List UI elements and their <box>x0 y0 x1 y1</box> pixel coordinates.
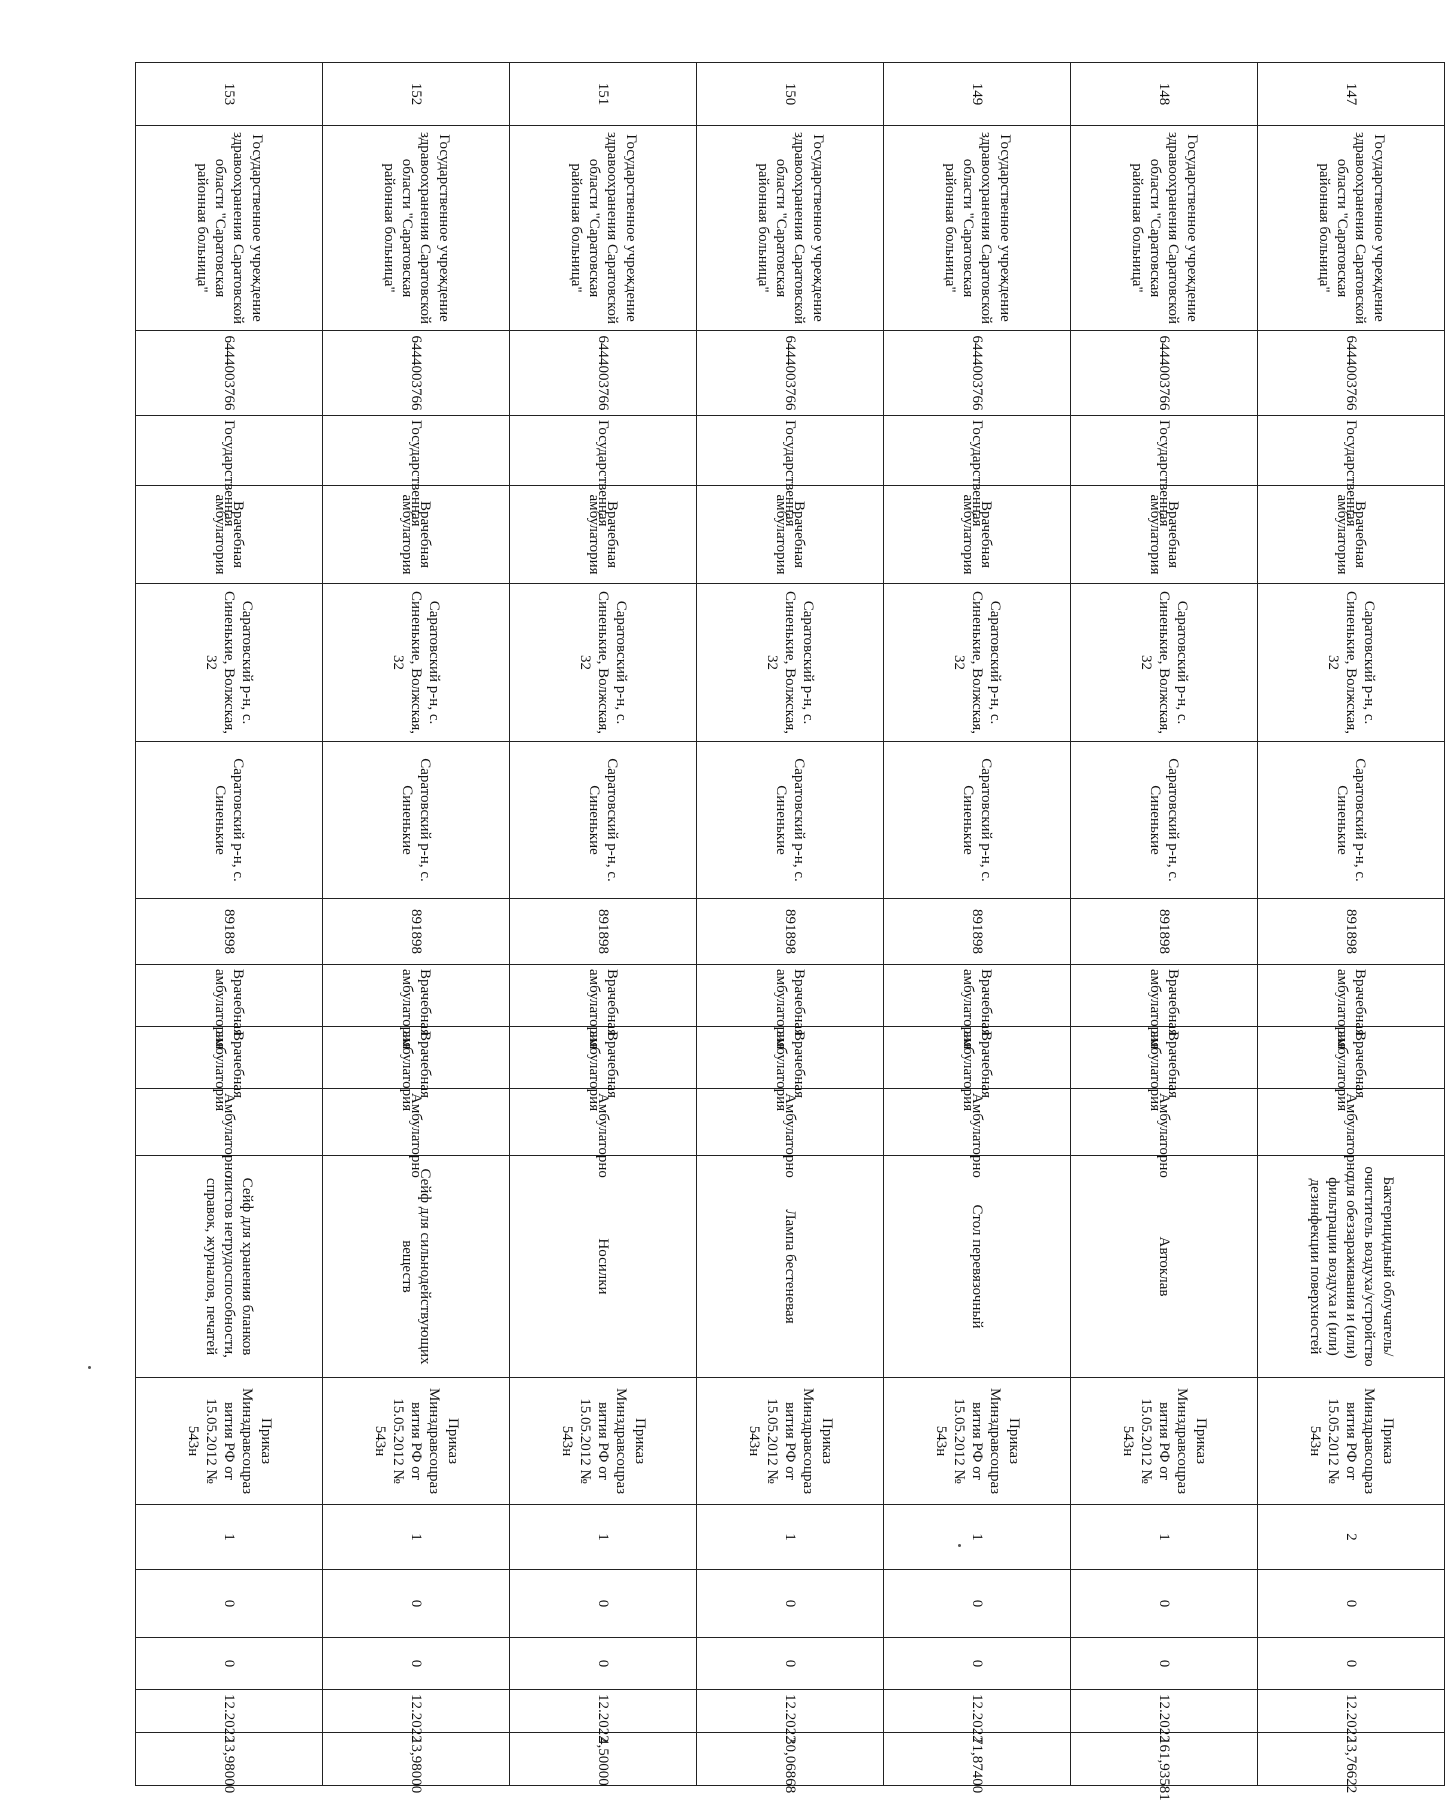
cell-quantity: 1 <box>697 1505 884 1570</box>
cell-cost: 161,93581 <box>1071 1733 1258 1786</box>
cell-order: Приказ Минздравсоцраз вития РФ от 15.05.2012 № 543н <box>884 1378 1071 1505</box>
equipment-register-table <box>135 62 1445 1801</box>
cell-value-2: 0 <box>136 1638 323 1690</box>
cell-code: 891898 <box>884 899 1071 965</box>
cell-unit: Врачебная амбулатория <box>884 486 1071 584</box>
cell-inn: 6444003766 <box>323 331 510 416</box>
cell-value-1: 0 <box>510 1570 697 1638</box>
cell-unit: Врачебная амбулатория <box>136 486 323 584</box>
cell-cost: 30,06868 <box>697 1733 884 1786</box>
cell-value-1: 0 <box>323 1570 510 1638</box>
cell-code: 891898 <box>1071 899 1258 965</box>
cell-date: 12.2022 <box>136 1690 323 1733</box>
cell-number: 153 <box>136 63 323 126</box>
cell-number: 151 <box>510 63 697 126</box>
cell-locality: Саратовский р-н, с. Синенькие <box>697 742 884 899</box>
cell-department: Врачебная амбулатория <box>697 965 884 1027</box>
table-row <box>1258 63 1445 1786</box>
cell-care-type: Амбулаторно <box>1071 1089 1258 1156</box>
cell-quantity: 1 <box>510 1505 697 1570</box>
cell-department: Врачебная амбулатория <box>323 965 510 1027</box>
cell-value-2: 0 <box>1071 1638 1258 1690</box>
scan-speck <box>958 1544 961 1547</box>
cell-quantity: 1 <box>1071 1505 1258 1570</box>
cell-organization: Государственное учреждение здравоохранения Саратовской области "Саратовская районная больница" <box>697 126 884 331</box>
cell-equipment: Сейф для хранения бланков листов нетрудоспособности, справок, журналов, печатей <box>136 1156 323 1378</box>
cell-ownership: Государственная <box>510 416 697 486</box>
cell-value-2: 0 <box>323 1638 510 1690</box>
cell-number: 148 <box>1071 63 1258 126</box>
cell-subdepartment: Врачебная амбулатория <box>323 1027 510 1089</box>
cell-value-1: 0 <box>1258 1570 1445 1638</box>
cell-number: 152 <box>323 63 510 126</box>
cell-equipment: Автоклав <box>1071 1156 1258 1378</box>
cell-locality: Саратовский р-н, с. Синенькие <box>884 742 1071 899</box>
scan-speck <box>88 1366 91 1369</box>
cell-value-2: 0 <box>697 1638 884 1690</box>
cell-value-2: 0 <box>1258 1638 1445 1690</box>
cell-subdepartment: Врачебная амбулатория <box>884 1027 1071 1089</box>
cell-subdepartment: Врачебная амбулатория <box>1071 1027 1258 1089</box>
cell-value-1: 0 <box>136 1570 323 1638</box>
cell-date: 12.2022 <box>884 1690 1071 1733</box>
cell-ownership: Государственная <box>1258 416 1445 486</box>
cell-address: Саратовский р-н, с. Синенькие, Волжская, 32 <box>136 584 323 742</box>
cell-date: 12.2022 <box>323 1690 510 1733</box>
cell-value-1: 0 <box>884 1570 1071 1638</box>
cell-code: 891898 <box>136 899 323 965</box>
cell-equipment: Стол перевязочный <box>884 1156 1071 1378</box>
cell-unit: Врачебная амбулатория <box>323 486 510 584</box>
cell-address: Саратовский р-н, с. Синенькие, Волжская, 32 <box>1258 584 1445 742</box>
cell-date: 12.2022 <box>1258 1690 1445 1733</box>
cell-equipment: Лампа бестеневая <box>697 1156 884 1378</box>
cell-care-type: Амбулаторно <box>136 1089 323 1156</box>
cell-value-1: 0 <box>697 1570 884 1638</box>
cell-date: 12.2022 <box>697 1690 884 1733</box>
cell-address: Саратовский р-н, с. Синенькие, Волжская, 32 <box>697 584 884 742</box>
cell-locality: Саратовский р-н, с. Синенькие <box>1258 742 1445 899</box>
cell-order: Приказ Минздравсоцраз вития РФ от 15.05.2012 № 543н <box>1071 1378 1258 1505</box>
cell-date: 12.2022 <box>510 1690 697 1733</box>
cell-locality: Саратовский р-н, с. Синенькие <box>510 742 697 899</box>
cell-code: 891898 <box>323 899 510 965</box>
cell-number: 147 <box>1258 63 1445 126</box>
cell-quantity: 1 <box>323 1505 510 1570</box>
cell-ownership: Государственная <box>323 416 510 486</box>
cell-care-type: Амбулаторно <box>323 1089 510 1156</box>
cell-address: Саратовский р-н, с. Синенькие, Волжская, 32 <box>1071 584 1258 742</box>
table-row <box>136 63 323 1786</box>
cell-inn: 6444003766 <box>1258 331 1445 416</box>
cell-subdepartment: Врачебная амбулатория <box>136 1027 323 1089</box>
cell-code: 891898 <box>510 899 697 965</box>
cell-department: Врачебная амбулатория <box>1258 965 1445 1027</box>
cell-unit: Врачебная амбулатория <box>1071 486 1258 584</box>
cell-code: 891898 <box>1258 899 1445 965</box>
cell-cost: 13,98000 <box>136 1733 323 1786</box>
cell-care-type: Амбулаторно <box>510 1089 697 1156</box>
cell-address: Саратовский р-н, с. Синенькие, Волжская, 32 <box>323 584 510 742</box>
table-row <box>697 63 884 1786</box>
cell-department: Врачебная амбулатория <box>510 965 697 1027</box>
cell-locality: Саратовский р-н, с. Синенькие <box>1071 742 1258 899</box>
cell-locality: Саратовский р-н, с. Синенькие <box>136 742 323 899</box>
cell-value-2: 0 <box>884 1638 1071 1690</box>
cell-order: Приказ Минздравсоцраз вития РФ от 15.05.2012 № 543н <box>510 1378 697 1505</box>
cell-code: 891898 <box>697 899 884 965</box>
cell-subdepartment: Врачебная амбулатория <box>510 1027 697 1089</box>
cell-organization: Государственное учреждение здравоохранения Саратовской области "Саратовская районная больница" <box>136 126 323 331</box>
cell-equipment: Сейф для сильнодействующих веществ <box>323 1156 510 1378</box>
table-row <box>510 63 697 1786</box>
cell-number: 150 <box>697 63 884 126</box>
cell-cost: 13,98000 <box>323 1733 510 1786</box>
table-row <box>323 63 510 1786</box>
cell-unit: Врачебная амбулатория <box>1258 486 1445 584</box>
cell-quantity: 1 <box>136 1505 323 1570</box>
cell-unit: Врачебная амбулатория <box>510 486 697 584</box>
cell-ownership: Государственная <box>1071 416 1258 486</box>
cell-ownership: Государственная <box>697 416 884 486</box>
cell-unit: Врачебная амбулатория <box>697 486 884 584</box>
cell-organization: Государственное учреждение здравоохранения Саратовской области "Саратовская районная больница" <box>884 126 1071 331</box>
cell-value-1: 0 <box>1071 1570 1258 1638</box>
cell-department: Врачебная амбулатория <box>1071 965 1258 1027</box>
cell-inn: 6444003766 <box>136 331 323 416</box>
cell-department: Врачебная амбулатория <box>136 965 323 1027</box>
cell-equipment: Бактерицидный облучатель/очиститель воздуха/устройство для обеззараживания и (или) фильтрации воздуха и (или) дезинфекции поверхностей <box>1258 1156 1445 1378</box>
table-row <box>1071 63 1258 1786</box>
cell-order: Приказ Минздравсоцраз вития РФ от 15.05.2012 № 543н <box>136 1378 323 1505</box>
cell-organization: Государственное учреждение здравоохранения Саратовской области "Саратовская районная больница" <box>510 126 697 331</box>
cell-inn: 6444003766 <box>884 331 1071 416</box>
cell-cost: 13,76622 <box>1258 1733 1445 1786</box>
cell-organization: Государственное учреждение здравоохранения Саратовской области "Саратовская районная больница" <box>1258 126 1445 331</box>
rotated-document-page <box>110 62 1445 1801</box>
cell-department: Врачебная амбулатория <box>884 965 1071 1027</box>
cell-order: Приказ Минздравсоцраз вития РФ от 15.05.2012 № 543н <box>697 1378 884 1505</box>
cell-ownership: Государственная <box>136 416 323 486</box>
cell-subdepartment: Врачебная амбулатория <box>1258 1027 1445 1089</box>
cell-inn: 6444003766 <box>510 331 697 416</box>
cell-value-2: 0 <box>510 1638 697 1690</box>
cell-locality: Саратовский р-н, с. Синенькие <box>323 742 510 899</box>
table-body <box>136 63 1445 1801</box>
cell-quantity: 2 <box>1258 1505 1445 1570</box>
cell-care-type: Амбулаторно <box>1258 1089 1445 1156</box>
cell-address: Саратовский р-н, с. Синенькие, Волжская, 32 <box>510 584 697 742</box>
cell-care-type: Амбулаторно <box>697 1089 884 1156</box>
cell-quantity: 1 <box>884 1505 1071 1570</box>
cell-cost: 71,87400 <box>884 1733 1071 1786</box>
cell-equipment: Носилки <box>510 1156 697 1378</box>
cell-inn: 6444003766 <box>1071 331 1258 416</box>
cell-inn: 6444003766 <box>697 331 884 416</box>
cell-number: 149 <box>884 63 1071 126</box>
cell-organization: Государственное учреждение здравоохранения Саратовской области "Саратовская районная больница" <box>323 126 510 331</box>
cell-date: 12.2022 <box>1071 1690 1258 1733</box>
cell-subdepartment: Врачебная амбулатория <box>697 1027 884 1089</box>
cell-address: Саратовский р-н, с. Синенькие, Волжская, 32 <box>884 584 1071 742</box>
cell-organization: Государственное учреждение здравоохранения Саратовской области "Саратовская районная больница" <box>1071 126 1258 331</box>
cell-order: Приказ Минздравсоцраз вития РФ от 15.05.2012 № 543н <box>323 1378 510 1505</box>
cell-ownership: Государственная <box>884 416 1071 486</box>
cell-care-type: Амбулаторно <box>884 1089 1071 1156</box>
cell-cost: 4,50000 <box>510 1733 697 1786</box>
table-row <box>884 63 1071 1786</box>
cell-order: Приказ Минздравсоцраз вития РФ от 15.05.2012 № 543н <box>1258 1378 1445 1505</box>
